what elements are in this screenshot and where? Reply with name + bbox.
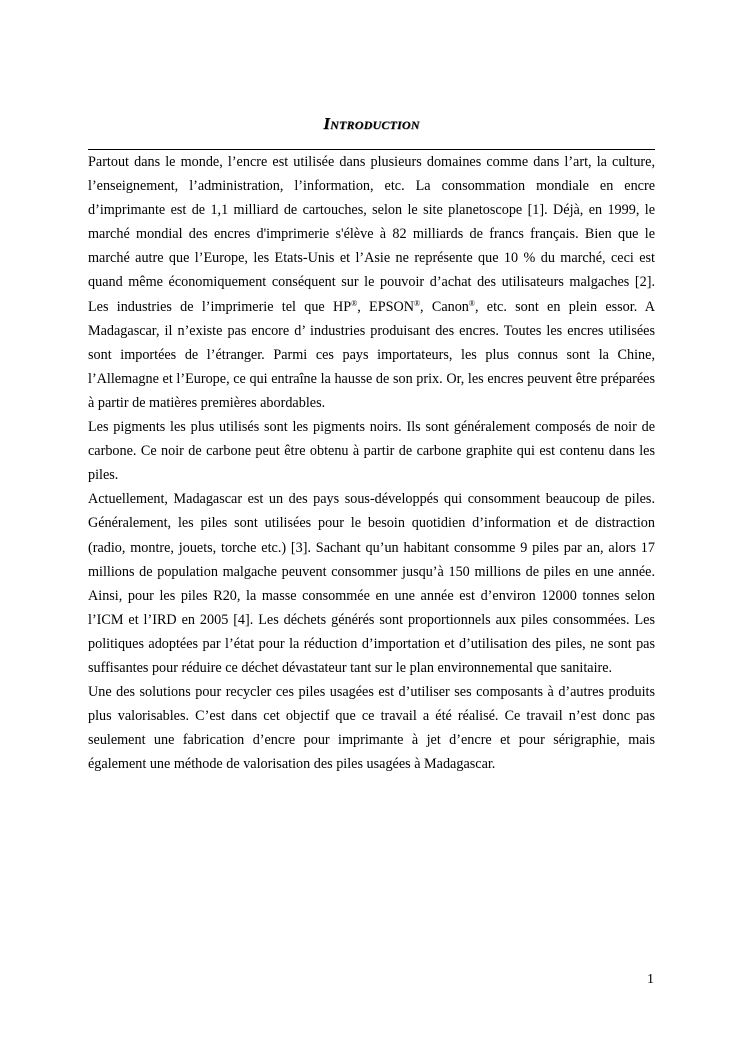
paragraph (88, 150, 655, 415)
document-body (88, 150, 655, 776)
brand-separator: , Canon (420, 298, 469, 315)
page-number: 1 (647, 972, 654, 987)
paragraph: Actuellement, Madagascar est un des pays sous-développés qui consomment beaucoup de piles. Généralement, les piles sont utilisées pour le besoin quotidien d’information et de distraction (radio, montre, jouets, torche etc.) [3]. Sachant qu’un habitant consomme 9 piles par an, alors 17 millions de population malgache peuvent consommer jusqu’à 150 millions de piles en une année. Ainsi, pour les piles R20, la masse consommée en une année est d’environ 12000 tonnes selon l’ICM et l’IRD en 2005 [4]. Les déchets générés sont proportionnels aux piles consommées. Les politiques adoptées par l’état pour la réduction d’importation et d’utilisation des piles, ne sont pas suffisantes pour réduire ce déchet dévastateur tant sur le plan environnemental que sanitaire. (88, 491, 655, 676)
paragraph: Les pigments les plus utilisés sont les pigments noirs. Ils sont généralement composés de noir de carbone. Ce noir de carbone peut être obtenu à partir de carbone graphite qui est contenu dans les piles. (88, 419, 655, 484)
paragraph: Une des solutions pour recycler ces piles usagées est d’utiliser ses composants à d’autres produits plus valorisables. C’est dans cet objectif que ce travail a été réalisé. Ce travail n’est donc pas seulement une fabrication d’encre pour imprimante à jet d’encre et pour sérigraphie, mais également une méthode de valorisation des piles usagées à Madagascar. (88, 684, 655, 773)
registered-mark: ® (468, 298, 475, 308)
registered-mark: ® (413, 298, 421, 308)
page-title: Introduction (323, 114, 420, 133)
paragraph-text: , etc. sont en plein essor. A Madagascar, il n’existe pas encore d’ industries produisant des encres. Toutes les encres utilisées sont importées de l’étranger. Parmi ces pays importateurs, les plus connus sont la Chine, l’Allemagne et l’Europe, ce qui entraîne la hausse de son prix. Or, les encres peuvent être préparées à partir de matières premières abordables. (88, 298, 655, 411)
registered-mark: ® (351, 298, 358, 308)
brand-separator: , EPSON (357, 298, 414, 315)
paragraph-text: Partout dans le monde, l’encre est utilisée dans plusieurs domaines comme dans l’art, la culture, l’enseignement, l’administration, l’information, etc. La consommation mondiale en encre d’imprimante est de 1,1 milliard de cartouches, selon le site planetoscope [1]. Déjà, en 1999, le marché mondial des encres d'imprimerie s'élève à 82 milliards de francs français. Bien que le marché autre que l’Europe, les Etats-Unis et l’Asie ne représente que 10 % du marché, ceci est quand même économiquement conséquent sur le pouvoir d’achat des utilisateurs malgaches [2]. Les industries de l’imprimerie tel que HP (88, 154, 655, 315)
